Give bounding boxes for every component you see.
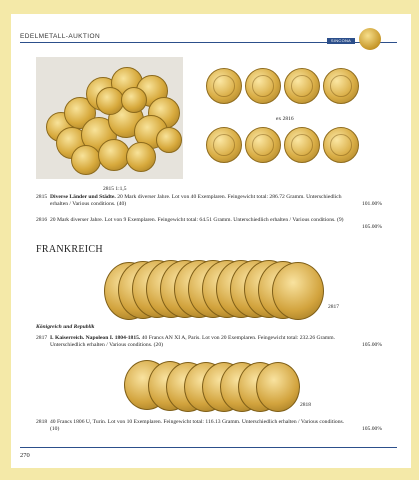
section-subhead: Königreich und Republik xyxy=(36,324,95,330)
lot-title: Diverse Länder und Städte. xyxy=(50,194,116,200)
lot-number: 2817 xyxy=(36,335,48,341)
lot-description: 40 Francs AN XI A, Paris. Lot von 20 Exemplaren. Feingewicht total: 232.26 Gramm. Unterschiedlich erhalten / Various conditions. (20) xyxy=(50,335,335,349)
top-band xyxy=(0,0,419,14)
lot-number: 2815 xyxy=(36,194,48,200)
lot-description: 20 Mark diverser Jahre. Lot von 9 Exemplaren. Feingewicht total: 64.51 Gramm. Unterschiedlich erhalten / Various conditions. (9) xyxy=(50,217,344,223)
lot-description: 40 Francs 1806 U, Turin. Lot von 10 Exemplaren. Feingewicht total: 116.13 Gramm. Unterschiedlich erhalten / Various conditions. (10) xyxy=(50,419,345,433)
photo-caption-2816: ex 2816 xyxy=(276,116,294,122)
footer-rule xyxy=(20,447,397,448)
photo-caption-2815: 2815 1:1,5 xyxy=(103,186,127,192)
lot-percentage: 101.00% xyxy=(361,201,382,208)
lot-description: 20 Mark diverser Jahre. Lot von 40 Exemplaren. Feingewicht total: 286.72 Gramm. Unterschiedlich erhalten / Various conditions. (40) xyxy=(50,194,342,208)
photo-caption-2818: 2818 xyxy=(300,402,311,408)
lot-2815 xyxy=(36,194,382,210)
lot-2818 xyxy=(36,419,382,435)
section-title: FRANKREICH xyxy=(36,244,103,255)
lot-percentage: 105.00% xyxy=(361,426,382,433)
page-number: 270 xyxy=(20,452,30,459)
lot-2816 xyxy=(36,217,382,233)
photo-caption-2817: 2817 xyxy=(328,304,339,310)
lot-title: I. Kaiserreich. Napoleon I. 1804-1815. xyxy=(50,335,141,341)
page-header-title: EDELMETALL-AUKTION xyxy=(20,33,101,40)
brand-coin-icon xyxy=(359,28,381,50)
brand-badge: SINCONA xyxy=(327,38,355,44)
left-margin-band xyxy=(0,0,11,480)
right-margin-band xyxy=(411,0,419,480)
lot-2817 xyxy=(36,335,382,351)
coin-pile-photo xyxy=(36,57,183,179)
lot-percentage: 105.00% xyxy=(361,342,382,349)
lot-number: 2818 xyxy=(36,419,48,425)
lot-percentage: 105.00% xyxy=(361,224,382,231)
bottom-band xyxy=(0,468,419,480)
lot-number: 2816 xyxy=(36,217,48,223)
